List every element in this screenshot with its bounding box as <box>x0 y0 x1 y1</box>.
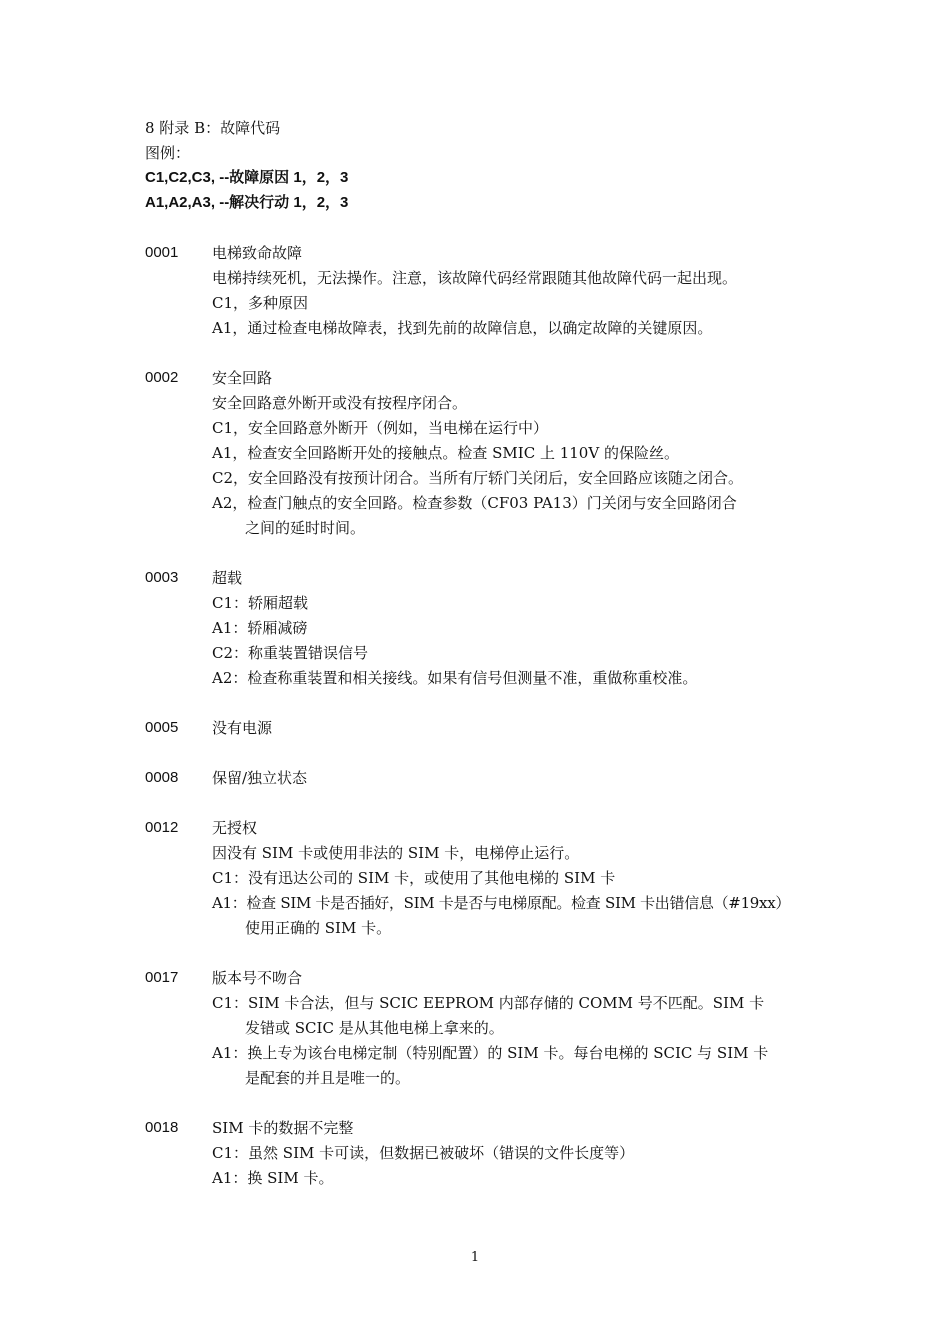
fault-description: 电梯持续死机，无法操作。注意，该故障代码经常跟随其他故障代码一起出现。 <box>212 269 738 287</box>
fault-cause: C1：轿厢超载 <box>212 594 309 612</box>
fault-action-continuation: 使用正确的 SIM 卡。 <box>245 919 392 937</box>
fault-description: 因没有 SIM 卡或使用非法的 SIM 卡，电梯停止运行。 <box>212 844 580 862</box>
page-number: 1 <box>470 1250 480 1265</box>
fault-code: 0002 <box>145 369 179 386</box>
fault-code: 0008 <box>145 769 179 786</box>
fault-cause-continuation: 发错或 SCIC 是从其他电梯上拿来的。 <box>245 1019 504 1037</box>
fault-action: A2：检查称重装置和相关接线。如果有信号但测量不准，重做称重校准。 <box>212 669 698 687</box>
fault-description: 安全回路意外断开或没有按程序闭合。 <box>212 394 468 412</box>
fault-title: 无授权 <box>212 819 258 837</box>
fault-code: 0003 <box>145 569 179 586</box>
appendix-title: 8 附录 B：故障代码 <box>145 119 281 137</box>
fault-action-continuation: 是配套的并且是唯一的。 <box>245 1069 411 1087</box>
fault-title: 版本号不吻合 <box>212 969 303 987</box>
fault-action: A2，检查门触点的安全回路。检查参数（CF03 PA13）门关闭与安全回路闭合 <box>212 494 737 512</box>
fault-action: A1：检查 SIM 卡是否插好，SIM 卡是否与电梯原配。检查 SIM 卡出错信息（#19xx） <box>212 894 791 912</box>
fault-cause: C2：称重装置错误信号 <box>212 644 369 662</box>
fault-cause: C1：SIM 卡合法，但与 SCIC EEPROM 内部存储的 COMM 号不匹配。SIM 卡 <box>212 994 765 1012</box>
fault-title: 电梯致命故障 <box>212 244 303 262</box>
fault-title: 安全回路 <box>212 369 273 387</box>
fault-cause: C1：没有迅达公司的 SIM 卡，或使用了其他电梯的 SIM 卡 <box>212 869 616 887</box>
fault-action-continuation: 之间的延时时间。 <box>245 519 366 537</box>
fault-code: 0005 <box>145 719 179 736</box>
legend-label: 图例： <box>145 144 191 162</box>
fault-title: SIM 卡的数据不完整 <box>212 1119 354 1137</box>
fault-title: 没有电源 <box>212 719 273 737</box>
fault-code: 0012 <box>145 819 179 836</box>
fault-cause: C1：虽然 SIM 卡可读，但数据已被破坏（错误的文件长度等） <box>212 1144 635 1162</box>
fault-action: A1：轿厢减磅 <box>212 619 308 637</box>
fault-title: 超载 <box>212 569 243 587</box>
fault-title: 保留/独立状态 <box>212 769 308 787</box>
legend-causes: C1,C2,C3, --故障原因 1，2，3 <box>145 169 349 186</box>
fault-action: A1：换 SIM 卡。 <box>212 1169 334 1187</box>
fault-cause: C1，安全回路意外断开（例如，当电梯在运行中） <box>212 419 549 437</box>
fault-code: 0018 <box>145 1119 179 1136</box>
fault-cause: C2，安全回路没有按预计闭合。当所有厅轿门关闭后，安全回路应该随之闭合。 <box>212 469 744 487</box>
fault-action: A1，通过检查电梯故障表，找到先前的故障信息，以确定故障的关键原因。 <box>212 319 713 337</box>
fault-cause: C1，多种原因 <box>212 294 309 312</box>
fault-code: 0017 <box>145 969 179 986</box>
fault-action: A1：换上专为该台电梯定制（特别配置）的 SIM 卡。每台电梯的 SCIC 与 SIM 卡 <box>212 1044 769 1062</box>
fault-code: 0001 <box>145 244 179 261</box>
legend-actions: A1,A2,A3, --解决行动 1，2，3 <box>145 194 349 211</box>
fault-action: A1，检查安全回路断开处的接触点。检查 SMIC 上 110V 的保险丝。 <box>212 444 679 462</box>
